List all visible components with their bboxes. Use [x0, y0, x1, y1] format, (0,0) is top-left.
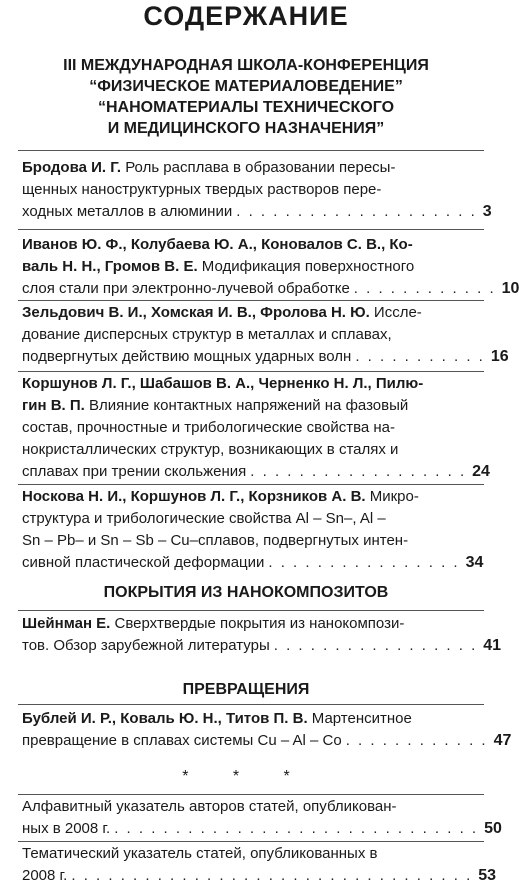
- leader-dots: . . . . . . . . . . . .: [353, 280, 496, 297]
- toc-entry[interactable]: [22, 486, 482, 574]
- leader-dots: . . . . . . . . . . . .: [345, 732, 488, 749]
- entry-authors: гин В. П.: [22, 397, 85, 414]
- entry-title: Роль расплава в образовании пересы-: [121, 159, 396, 176]
- entry-title-line: Тематический указатель статей, опубликованных в: [22, 845, 378, 862]
- section-heading-transformations: ПРЕВРАЩЕНИЯ: [182, 681, 310, 698]
- entry-title: Мартенситное: [307, 710, 412, 727]
- divider: [18, 150, 484, 151]
- page-number: 53: [478, 867, 497, 884]
- page-number: 24: [472, 463, 490, 480]
- conference-heading-line: “ФИЗИЧЕСКОЕ МАТЕРИАЛОВЕДЕНИЕ”: [89, 78, 403, 95]
- entry-title-line: подвергнутых действию мощных ударных волн: [22, 348, 352, 365]
- leader-dots: . . . . . . . . . . . . . . . . . .: [250, 463, 467, 480]
- divider: [18, 300, 484, 301]
- divider: [18, 484, 484, 485]
- entry-authors: валь Н. Н., Громов В. Е.: [22, 258, 198, 275]
- section-heading-coatings: ПОКРЫТИЯ ИЗ НАНОКОМПОЗИТОВ: [103, 584, 389, 601]
- leader-dots: . . . . . . . . . . . . . . . . .: [273, 637, 478, 654]
- entry-title-line: Алфавитный указатель авторов статей, опубликован-: [22, 798, 397, 815]
- entry-title-line: тов. Обзор зарубежной литературы: [22, 637, 270, 654]
- conference-heading-line: III МЕЖДУНАРОДНАЯ ШКОЛА-КОНФЕРЕНЦИЯ: [63, 57, 429, 74]
- entry-authors: Бродова И. Г.: [22, 159, 122, 176]
- leader-dots: . . . . . . . . . . . . . . . .: [268, 554, 460, 571]
- toc-entry[interactable]: [22, 302, 509, 368]
- entry-title: Микро-: [365, 488, 419, 505]
- entry-title: Иссле-: [369, 304, 422, 321]
- entry-title-line: превращение в сплавах системы Cu – Al – Co: [22, 732, 342, 749]
- divider: [18, 794, 484, 795]
- leader-dots: . . . . . . . . . . . . . . . . . . . . . . . . . . . . . . . . .: [71, 867, 473, 884]
- toc-entry[interactable]: [22, 613, 502, 657]
- entry-title-line: структура и трибологические свойства Al – Sn–, Al –: [22, 510, 386, 527]
- index-entry[interactable]: [22, 796, 502, 840]
- index-entry[interactable]: [22, 843, 497, 887]
- entry-authors: Носкова Н. И., Коршунов Л. Г., Корзников А. В.: [22, 488, 366, 505]
- leader-dots: . . . . . . . . . . . . . . . . . . . . . . . . . . . . . .: [114, 820, 479, 837]
- page-title: СОДЕРЖАНИЕ: [143, 1, 349, 31]
- conference-heading-line: И МЕДИЦИНСКОГО НАЗНАЧЕНИЯ”: [107, 120, 385, 137]
- entry-authors: Бублей И. Р., Коваль Ю. Н., Титов П. В.: [22, 710, 308, 727]
- toc-entry[interactable]: [22, 234, 519, 300]
- leader-dots: . . . . . . . . . . .: [355, 348, 485, 365]
- entry-title-line: дование дисперсных структур в металлах и сплавах,: [22, 326, 392, 343]
- divider: [18, 704, 484, 705]
- entry-authors: Коршунов Л. Г., Шабашов В. А., Черненко Н. Л., Пилю-: [22, 375, 424, 392]
- divider: [18, 229, 484, 230]
- entry-authors: Иванов Ю. Ф., Колубаева Ю. А., Коновалов С. В., Ко-: [22, 236, 413, 253]
- entry-authors: Шейнман Е.: [22, 615, 111, 632]
- page-number: 16: [490, 348, 509, 365]
- entry-title-line: ных в 2008 г.: [22, 820, 111, 837]
- page-number: 3: [482, 203, 492, 220]
- toc-entry[interactable]: [22, 708, 512, 752]
- entry-title-line: щенных наноструктурных твердых растворов пере-: [22, 181, 382, 198]
- entry-title-line: состав, прочностные и трибологические свойства на-: [22, 419, 396, 436]
- conference-heading: [0, 55, 492, 139]
- conference-heading-line: “НАНОМАТЕРИАЛЫ ТЕХНИЧЕСКОГО: [97, 99, 395, 116]
- entry-title-line: ходных металлов в алюминии: [22, 203, 233, 220]
- divider: [18, 371, 484, 372]
- entry-title: Сверхтвердые покрытия из нанокомпози-: [110, 615, 405, 632]
- divider: [18, 610, 484, 611]
- entry-title-line: слоя стали при электронно-лучевой обработке: [22, 280, 350, 297]
- entry-title-line: нокристаллических структур, возникающих в сталях и: [22, 441, 399, 458]
- page-number: 50: [484, 820, 502, 837]
- entry-authors: Зельдович В. И., Хомская И. В., Фролова Н. Ю.: [22, 304, 370, 321]
- section-separator-stars: * * *: [182, 768, 310, 785]
- toc-entry[interactable]: [22, 157, 492, 223]
- divider: [18, 841, 484, 842]
- page-number: 10: [501, 280, 519, 297]
- entry-title-line: сивной пластической деформации: [22, 554, 265, 571]
- entry-title: Модификация поверхностного: [197, 258, 415, 275]
- page-number: 34: [465, 554, 484, 571]
- entry-title: Влияние контактных напряжений на фазовый: [84, 397, 409, 414]
- toc-entry[interactable]: [22, 373, 490, 483]
- leader-dots: . . . . . . . . . . . . . . . . . . . .: [236, 203, 477, 220]
- entry-title-line: Sn – Pb– и Sn – Sb – Cu–сплавов, подвергнутых интен-: [22, 532, 409, 549]
- page-number: 41: [483, 637, 502, 654]
- entry-title-line: 2008 г.: [22, 867, 68, 884]
- entry-title-line: сплавах при трении скольжения: [22, 463, 247, 480]
- page-number: 47: [493, 732, 512, 749]
